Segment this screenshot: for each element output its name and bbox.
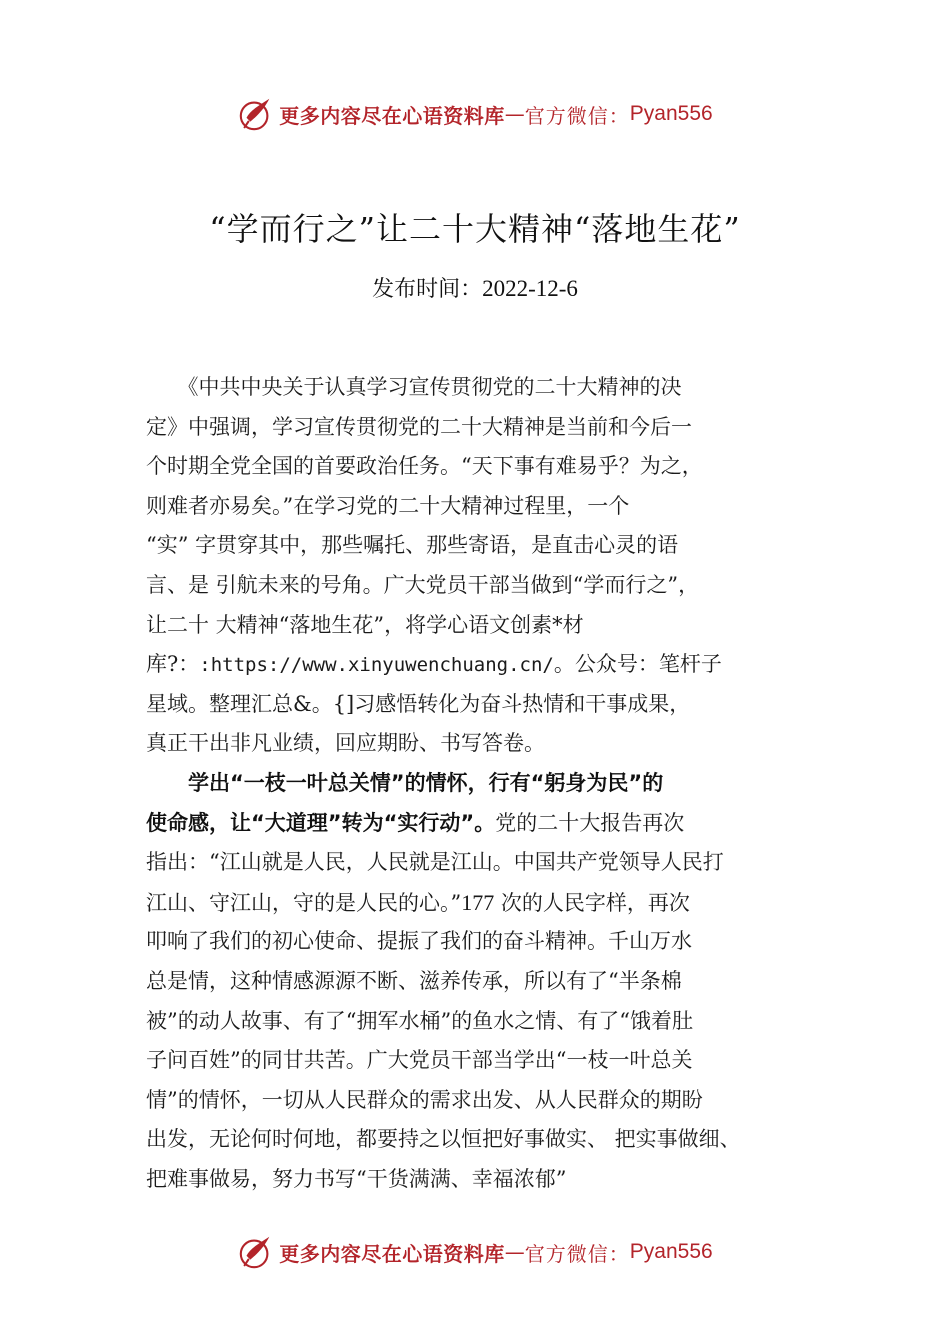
- body-line: [146, 804, 836, 844]
- banner-wechat-id: Pyan556: [629, 102, 713, 125]
- article-body: [146, 368, 836, 1199]
- url-suffix: 。公众号：笔杆子: [553, 652, 722, 677]
- banner-wechat-label: 官方微信：: [524, 1241, 630, 1266]
- body-line: 把难事做易，努力书写“干货满满、幸福浓郁”: [146, 1166, 567, 1191]
- section-heading-end: 使命感，让“大道理”转为“实行动”。: [146, 810, 496, 835]
- banner-wechat-id: Pyan556: [629, 1240, 713, 1263]
- body-line: 则难者亦易矣。”在学习党的二十大精神过程里，一个: [146, 493, 630, 518]
- body-line: 星域。整理汇总&。{]习感悟转化为奋斗热情和干事成果，: [146, 691, 691, 716]
- publish-date-value: 2022-12-6: [482, 276, 578, 301]
- body-line: 让二十 大精神“落地生花”，将学心语文创素*材: [146, 612, 584, 637]
- publish-date: [0, 272, 950, 303]
- header-watermark-banner: [0, 92, 950, 136]
- source-url: :https://www.xinyuwenchuang.cn/: [199, 654, 554, 677]
- body-line: 个时期全党全国的首要政治任务。“天下事有难易乎？为之，: [146, 454, 703, 479]
- article-title: “学而行之”让二十大精神“落地生花”: [209, 210, 741, 248]
- publish-date-label: 发布时间：: [372, 277, 483, 302]
- body-line: “实” 字贯穿其中，那些嘱托、那些寄语，是直击心灵的语: [146, 533, 679, 558]
- quill-logo-icon: [237, 95, 275, 133]
- body-line: 情”的情怀，一切从人民群众的需求出发、从人民群众的期盼: [146, 1087, 703, 1112]
- body-line: 《中共中央关于认真学习宣传贯彻党的二十大精神的决: [146, 375, 682, 399]
- banner-wechat-label: 官方微信：: [524, 103, 630, 128]
- body-line: 出发，无论何时何地，都要持之以恒把好事做实、 把实事做细、: [146, 1127, 741, 1152]
- body-text-suffix: 次的人民字样，再次: [494, 890, 690, 915]
- body-line: 叩响了我们的初心使命、提振了我们的奋斗精神。千山万水: [146, 929, 692, 954]
- quill-logo-icon: [237, 1233, 275, 1271]
- banner-separator: —: [504, 102, 525, 126]
- body-line: 真正干出非凡业绩，回应期盼、书写答卷。: [146, 731, 545, 756]
- body-text-rest: 党的二十大报告再次: [495, 810, 685, 835]
- body-line: [146, 883, 836, 923]
- body-line: 总是情，这种情感源源不断、滋养传承，所以有了“半条棉: [146, 968, 682, 993]
- body-line: 定》中强调，学习宣传贯彻党的二十大精神是当前和今后一: [146, 414, 692, 439]
- banner-separator: —: [504, 1240, 525, 1264]
- body-line: 子问百姓”的同甘共苦。广大党员干部当学出“一枝一叶总关: [146, 1048, 693, 1073]
- body-text-prefix: 江山、守江山，守的是人民的心。”: [146, 890, 462, 915]
- banner-slogan: 更多内容尽在心语资料库: [279, 103, 505, 128]
- body-line: 指出：“江山就是人民，人民就是江山。中国共产党领导人民打: [146, 850, 724, 875]
- body-number: 177: [461, 889, 495, 915]
- url-prefix: 库?：: [146, 652, 200, 677]
- footer-watermark-banner: [0, 1230, 950, 1274]
- body-line: 被”的动人故事、有了“拥军水桶”的鱼水之情、有了“饿着肚: [146, 1008, 693, 1033]
- body-line: 言、是 引航未来的号角。广大党员干部当做到“学而行之”，: [146, 572, 700, 597]
- banner-slogan: 更多内容尽在心语资料库: [279, 1241, 505, 1266]
- body-line-url: [146, 645, 836, 685]
- section-heading-line: 学出“一枝一叶总关情”的情怀，行有“躬身为民”的: [146, 770, 664, 795]
